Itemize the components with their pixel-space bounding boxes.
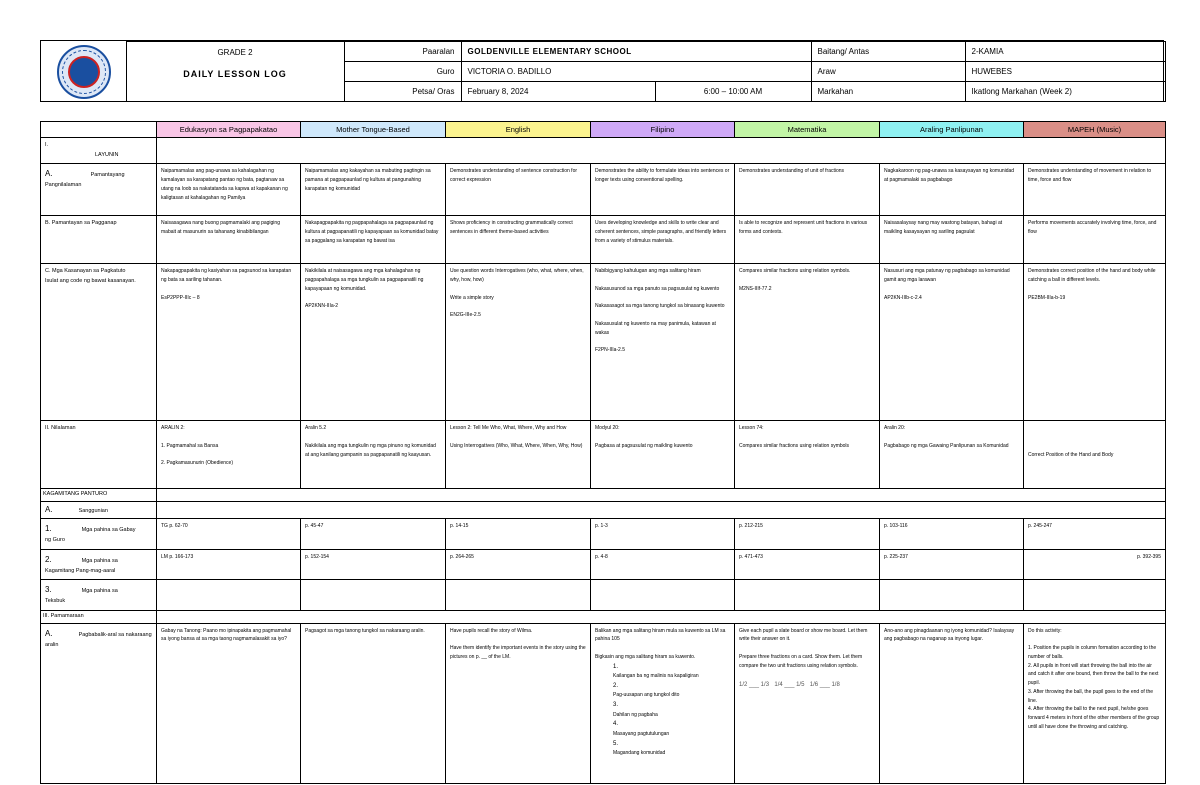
- cell-c-mtb: Nakikilala at naisasagawa ang mga kahalagahan ng pagpapahalaga sa mga tungkulin sa pagpapanatili ng kapayapaan ng komunidad. AP2KNN-IIIa-2: [301, 264, 446, 421]
- list-item: 4. Masayang pagtutulungan: [613, 721, 670, 737]
- cell-balik-ap: Ano-ano ang pinagdaanan ng iyong komunidad? Isalaysay ang pagbabago na naganap sa inyong lugar.: [880, 623, 1024, 783]
- row-balik-aral: [41, 623, 1166, 783]
- cell-c-english: Use question words Interrogatives (who, what, where, when, why, how, how) Write a simple story EN2G-IIIe-2.5: [446, 264, 591, 421]
- row-kagamitang-mag-aaral: [41, 549, 1166, 580]
- cell-c-ap: Nasusuri ang mga patunay ng pagbabago sa komunidad gamit ang mga larawan AP2KN-IIIb-c-2.4: [880, 264, 1024, 421]
- cell-r3-ap: [880, 580, 1024, 611]
- cell-ii-esp: ARALIN 2: 1. Pagmamahal sa Bansa 2. Pagkamasunurin (Obedience): [157, 421, 301, 489]
- level-value: 2-KAMIA: [965, 42, 1165, 62]
- balik-aral-label: [41, 623, 157, 783]
- fraction-item: 1/4 ___ 1/5: [774, 682, 805, 689]
- cell-r2-ap: p. 225-237: [880, 549, 1024, 580]
- kagamitan-label: KAGAMITANG PANTURO: [41, 489, 157, 502]
- fraction-examples: [739, 680, 844, 691]
- subject-english: English: [446, 122, 591, 138]
- r2-num: 2.: [45, 554, 52, 564]
- teksbuk-label: [41, 580, 157, 611]
- cell-r1-mtb: p. 45-47: [301, 519, 446, 550]
- cell-a-math: Demonstrates understanding of unit of fractions: [735, 164, 880, 216]
- balik-label2: aralin: [45, 641, 59, 648]
- pamamaraan-label: III. Pamamaraan: [41, 610, 157, 623]
- cell-r2-english: p. 264-265: [446, 549, 591, 580]
- lesson-grid: [40, 121, 1165, 784]
- quarter-label: Markahan: [811, 82, 965, 102]
- row-a-label1: Pamantayang: [90, 172, 125, 179]
- row-pamantayang-pangnilalaman: [41, 164, 1166, 216]
- cell-r1-ap: p. 103-116: [880, 519, 1024, 550]
- cell-a-esp: Naipamamalas ang pag-unawa sa kahalagahan ng kamalayan sa karapatang pantao ng bata, pagtanaw sa utang na loob sa nakatatanda sa kapwa at kapakanan ng kaligtasan at kahalagahan ng Pamilya: [157, 164, 301, 216]
- cell-r3-filipino: [591, 580, 735, 611]
- cell-r2-mtb: p. 152-154: [301, 549, 446, 580]
- cell-r3-english: [446, 580, 591, 611]
- filipino-word-list: [613, 662, 730, 758]
- row-c-label1: C. Mga Kasanayan sa Pagkatuto: [45, 268, 126, 275]
- subject-header-row: [41, 122, 1166, 138]
- corner-cell: [41, 122, 157, 138]
- cell-a-mapeh: Demonstrates understanding of movement in relation to time, force and flow: [1024, 164, 1166, 216]
- cell-ii-math: Lesson 74: Compares similar fractions using relation symbols: [735, 421, 880, 489]
- list-item: 5. Magandang komunidad: [613, 740, 666, 756]
- school-name: GOLDENVILLE ELEMENTARY SCHOOL: [461, 42, 811, 62]
- layunin-label: [41, 138, 157, 164]
- cell-c-esp: Nakapagpapakita ng kasiyahan sa pagsunod sa karapatan ng bata sa sariling tahanan. EsP2PPP-IIIc – 8: [157, 264, 301, 421]
- subject-filipino: Filipino: [591, 122, 735, 138]
- cell-b-english: Shows proficiency in constructing grammatically correct sentences in different theme-based activities: [446, 216, 591, 264]
- kagamitan-cell: [157, 489, 1166, 502]
- gabay-label: [41, 519, 157, 550]
- cell-ii-filipino: Modyul 20: Pagbasa at pagsusulat ng maikling kuwento: [591, 421, 735, 489]
- cell-c-filipino: Nabibigyang kahulugan ang mga salitang hiram Nakasusunod sa mga panuto sa pagsusulat ng kuwento Nakasasagot sa mga tanong tungkol sa binasang kuwento Nakasusulat ng kuwento na may panimula, katawan at wakas F2PN-IIIa-2.5: [591, 264, 735, 421]
- cell-r3-math: [735, 580, 880, 611]
- cell-r1-filipino: p. 1-3: [591, 519, 735, 550]
- date-value: February 8, 2024: [461, 82, 655, 102]
- sanggunian-label: [41, 502, 157, 519]
- kasanayan-label: [41, 264, 157, 421]
- quarter-value: Ikatlong Markahan (Week 2): [965, 82, 1165, 102]
- r3-label1: Mga pahina sa: [81, 588, 118, 595]
- cell-r2-mapeh: p. 392-395: [1024, 549, 1166, 580]
- grade-label: GRADE 2: [217, 48, 253, 57]
- cell-r2-math: p. 471-473: [735, 549, 880, 580]
- row-nilalaman: [41, 421, 1166, 489]
- subject-math: Matematika: [735, 122, 880, 138]
- cell-r1-math: p. 212-215: [735, 519, 880, 550]
- time-value: 6:00 – 10:00 AM: [655, 82, 811, 102]
- row-kasanayan: [41, 264, 1166, 421]
- cell-b-filipino: Uses developing knowledge and skills to write clear and coherent sentences, simple paragraphs, and friendly letters from a variety of stimulus materials.: [591, 216, 735, 264]
- balik-label1: Pagbabalik-aral sa nakaraang: [78, 631, 152, 638]
- header-table: [40, 40, 1164, 102]
- cell-b-ap: Naisasalaysay nang may wastong batayan, bahagi at maikling kasaysayan ng sariling pagsulat: [880, 216, 1024, 264]
- r3-num: 3.: [45, 585, 52, 595]
- deped-seal-icon: [57, 45, 111, 99]
- cell-ii-english: Lesson 2: Tell Me Who, What, Where, Why and How Using Interrogatives (Who, What, Where, When, Why, How): [446, 421, 591, 489]
- document-title: DAILY LESSON LOG: [183, 69, 287, 79]
- date-label: Petsa/ Oras: [344, 82, 461, 102]
- cell-c-mapeh: Demonstrates correct position of the hand and body while catching a ball in different levels. PE2BM-IIIa-b-19: [1024, 264, 1166, 421]
- cell-r2-esp: LM p. 166-173: [157, 549, 301, 580]
- row-c-label2: Isulat ang code ng bawat kasanayan.: [45, 278, 136, 284]
- cell-b-mapeh: Performs movements accurately involving time, force, and flow: [1024, 216, 1166, 264]
- layunin-text: LAYUNIN: [95, 151, 119, 158]
- row-a-label2: Pangnilalaman: [45, 182, 82, 189]
- cell-balik-math: [735, 623, 880, 783]
- cell-b-mtb: Nakapagpapakita ng pagpapahalaga sa pagpapaunlad ng kultura at pagpapanatili ng kapayapaan sa komunidad batay sa paggalang sa karapatan ng bawat isa: [301, 216, 446, 264]
- cell-a-mtb: Naipamamalas ang kakayahan sa mabuting pagtingin sa pamana at pagpapaunlad ng kultura at pangunahing karapatan ng komunidad: [301, 164, 446, 216]
- nilalaman-label: II. Nilalaman: [41, 421, 157, 489]
- sanggunian-cell: [157, 502, 1166, 519]
- r1-label1: Mga pahina sa Gabay: [81, 527, 136, 533]
- cell-ii-mtb: Aralin 5.2 Nakikilala ang mga tungkulin ng mga pinuno ng komunidad at ang kanilang gampanin sa pagpapanatili ng kaayusan.: [301, 421, 446, 489]
- r2-label2: Kagamitang Pang-mag-aaral: [45, 567, 116, 574]
- cell-c-math: Compares similar fractions using relation symbols. M2NS-IIIf-77.2: [735, 264, 880, 421]
- cell-balik-english: Have pupils recall the story of Wilma. Have them identify the important events in the story using the pictures on p. __ of the LM.: [446, 623, 591, 783]
- list-item: 3. Dahilan ng pagbaha: [613, 702, 658, 718]
- pagganap-label: B. Pamantayan sa Pagganap: [41, 216, 157, 264]
- row-sanggunian: [41, 502, 1166, 519]
- teacher-label: Guro: [344, 62, 461, 82]
- row-a-letter: A.: [45, 169, 53, 179]
- row-pamantayan-pagganap: [41, 216, 1166, 264]
- cell-ii-ap: Aralin 20: Pagbabago ng mga Gawaing Panlipunan sa Komunidad: [880, 421, 1024, 489]
- logo-cell: [41, 42, 126, 102]
- r3-label2: Teksbuk: [45, 598, 66, 605]
- r2-label1: Mga pahina sa: [81, 557, 118, 564]
- pamamaraan-cell: [157, 610, 1166, 623]
- row-teksbuk: [41, 580, 1166, 611]
- mag-aaral-label: [41, 549, 157, 580]
- layunin-cell: [157, 138, 1166, 164]
- layunin-row: [41, 138, 1166, 164]
- cell-r2-filipino: p. 4-8: [591, 549, 735, 580]
- cell-b-esp: Naisasagawa nang buong pagmamalaki ang pagiging mabait at masunurin sa tahanang kinabibilangan: [157, 216, 301, 264]
- math-instructions: Give each pupil a slate board or show me board. Let them write their answer on it. Prepare three fractions on a card. Show them. Let them compare the two unit fractions using relation symbols.: [739, 627, 868, 669]
- row-pamamaraan: [41, 610, 1166, 623]
- teacher-name: VICTORIA O. BADILLO: [461, 62, 811, 82]
- cell-r3-esp: [157, 580, 301, 611]
- cell-r1-mapeh: p. 245-247: [1024, 519, 1166, 550]
- day-label: Araw: [811, 62, 965, 82]
- list-item: 1. Kailangan ba ng malinis na kapaligiran: [613, 663, 699, 679]
- cell-a-english: Demonstrates understanding of sentence construction for correct expression: [446, 164, 591, 216]
- row-kagamitan: [41, 489, 1166, 502]
- cell-balik-mtb: Pagsagot sa mga tanong tungkol sa nakaraang aralin.: [301, 623, 446, 783]
- cell-r1-esp: TG p. 62-70: [157, 519, 301, 550]
- pamantayang-label: [41, 164, 157, 216]
- cell-r3-mtb: [301, 580, 446, 611]
- sanggunian-text: Sanggunian: [78, 508, 108, 514]
- row-gabay-guro: [41, 519, 1166, 550]
- filipino-instructions: Balikan ang mga salitang hiram mula sa kuwento sa LM sa pahina 105 Bigkasin ang mga salitang hiram sa kuwento.: [595, 627, 726, 660]
- cell-r3-mapeh: [1024, 580, 1166, 611]
- layunin-num: I.: [45, 142, 49, 149]
- day-value: HUWEBES: [965, 62, 1165, 82]
- sanggunian-letter: A.: [45, 505, 53, 514]
- school-label: Paaralan: [344, 42, 461, 62]
- balik-letter: A.: [45, 628, 53, 638]
- cell-a-filipino: Demonstrates the ability to formulate ideas into sentences or longer texts using conventional spelling.: [591, 164, 735, 216]
- cell-a-ap: Nagkakaroon ng pag-unawa sa kasaysayan ng komunidad at pagmamalaki sa pagbabago: [880, 164, 1024, 216]
- subject-ap: Araling Panlipunan: [880, 122, 1024, 138]
- subject-esp: Edukasyon sa Pagpapakatao: [157, 122, 301, 138]
- fraction-item: 1/6 ___ 1/8: [809, 682, 840, 689]
- cell-r1-english: p. 14-15: [446, 519, 591, 550]
- cell-ii-mapeh: Correct Position of the Hand and Body: [1024, 421, 1166, 489]
- cell-balik-mapeh: Do this activity: 1. Position the pupils in column formation according to the number of balls. 2. All pupils in front will start throwing the ball into the air and catch it after one bound, then throw the ball to the next pupil. 3. After throwing the ball, the pupil goes to the end of the line. 4. After throwing the ball to the next pupil, he/she goes forward 4 meters in front of the other members of the group until all have done the throwing and catching.: [1024, 623, 1166, 783]
- cell-balik-filipino: [591, 623, 735, 783]
- r1-num: 1.: [45, 524, 52, 533]
- fraction-item: 1/2 ___ 1/3: [739, 682, 770, 689]
- cell-b-math: Is able to recognize and represent unit fractions in various forms and contexts.: [735, 216, 880, 264]
- level-label: Baitang/ Antas: [811, 42, 965, 62]
- subject-mtb: Mother Tongue-Based: [301, 122, 446, 138]
- subject-mapeh: MAPEH (Music): [1024, 122, 1166, 138]
- r1-label2: ng Guro: [45, 537, 65, 543]
- cell-balik-esp: Gabay na Tanong: Paano mo ipinapakita ang pagmamahal sa iyong bansa at sa mga taong nagmamalasakit sa iyo?: [157, 623, 301, 783]
- grade-title-cell: [126, 42, 344, 102]
- list-item: 2. Pag-uusapan ang tungkol dito: [613, 682, 680, 699]
